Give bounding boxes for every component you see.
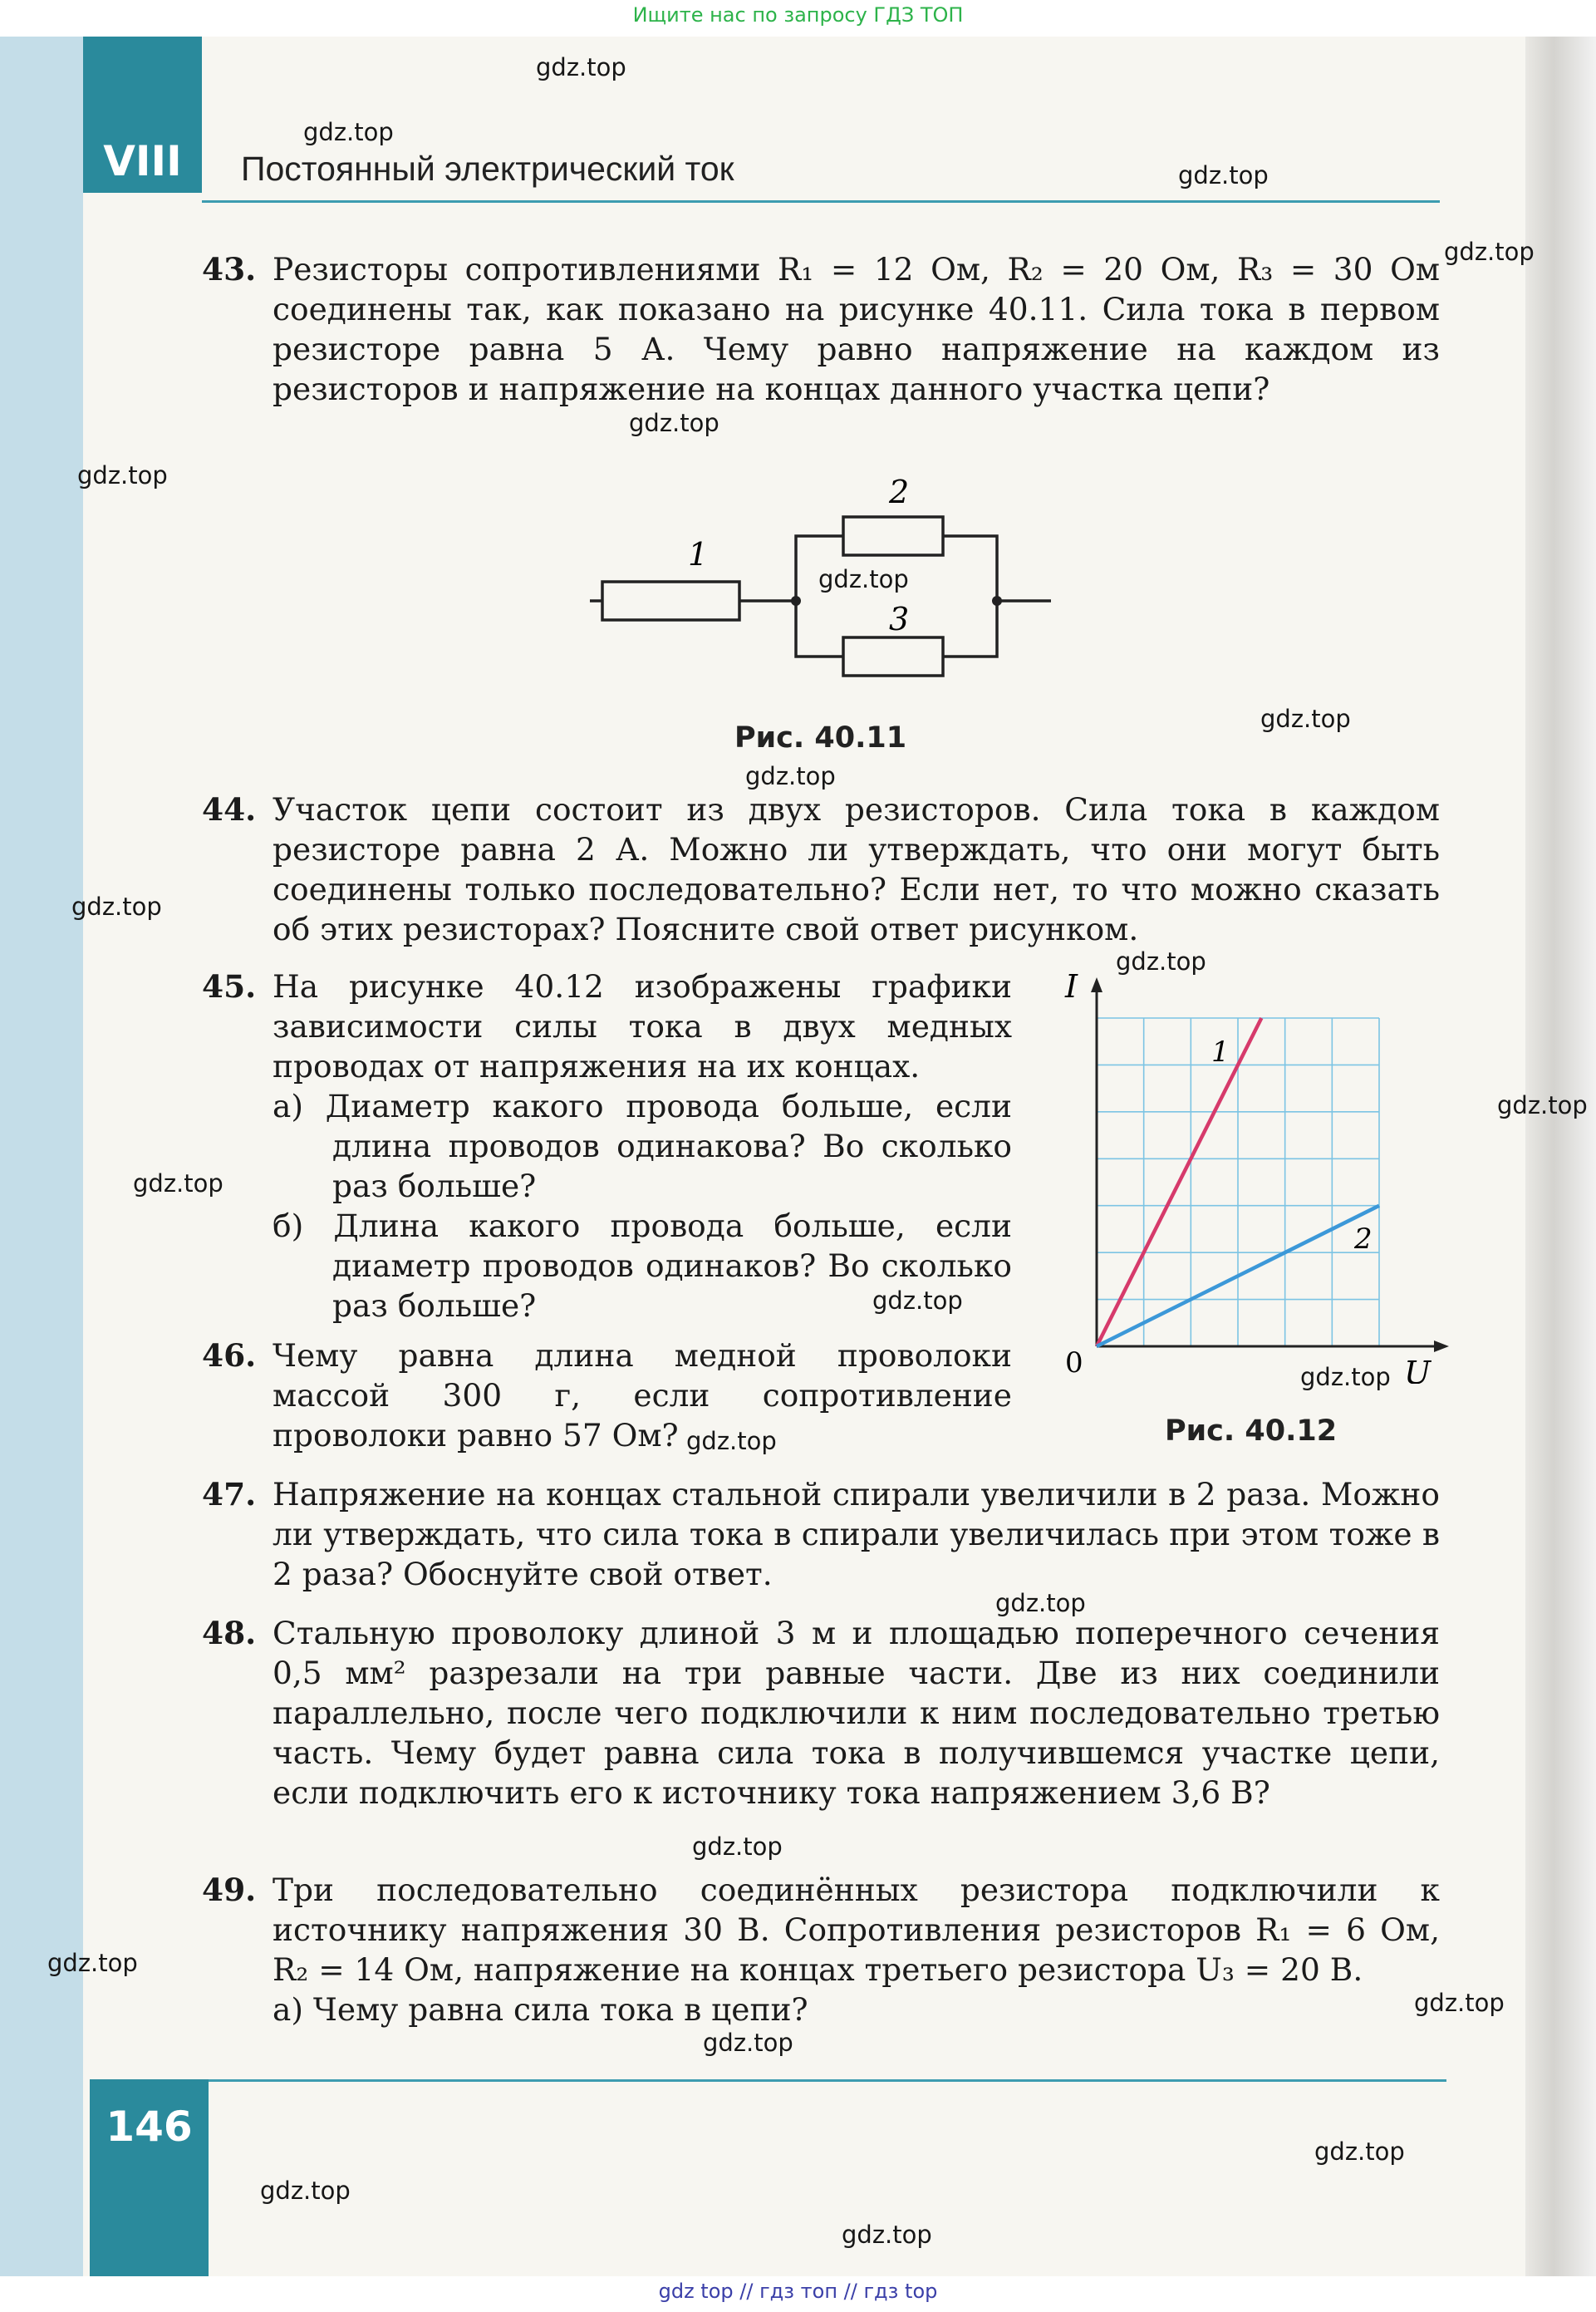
label-resistor-2: 2 bbox=[889, 474, 910, 510]
watermark: gdz.top bbox=[303, 118, 394, 146]
top-search-hint[interactable]: Ищите нас по запросу ГДЗ ТОП bbox=[632, 3, 964, 27]
figure-40-11-caption: Рис. 40.11 bbox=[734, 721, 907, 755]
node-left bbox=[791, 596, 801, 606]
page-number: 146 bbox=[106, 2103, 193, 2151]
problem-text: Стальную проволоку длиной 3 м и площадью поперечного сечения 0,5 мм² разрезали на три равные части. Две из них соединили параллельно, после чего подключили к ним последовательно третью часть. Чему будет равна сила тока в получившемся участке цепи, если подключить его к источнику тока напряжением 3,6 В? bbox=[273, 1615, 1440, 1811]
problem-text: Напряжение на концах стальной спирали увеличили в 2 раза. Можно ли утверждать, что сила тока в спирали увеличилась при этом тоже в 2 раза? Обоснуйте свой ответ. bbox=[273, 1476, 1440, 1592]
problem-text: На рисунке 40.12 изображены графики зависимости силы тока в двух медных проводах от напряжения на их концах. bbox=[273, 968, 1012, 1085]
watermark: gdz.top bbox=[133, 1169, 223, 1198]
problem-48 bbox=[202, 1613, 1440, 1813]
watermark: gdz.top bbox=[745, 762, 836, 790]
watermark: gdz.top bbox=[1414, 1989, 1505, 2017]
wire-bottom-right bbox=[943, 601, 997, 657]
resistor-1 bbox=[602, 582, 739, 620]
x-axis-label: U bbox=[1404, 1355, 1431, 1384]
label-resistor-3: 3 bbox=[889, 601, 910, 637]
watermark: gdz.top bbox=[818, 565, 909, 593]
watermark: gdz.top bbox=[1178, 161, 1269, 189]
watermark: gdz.top bbox=[995, 1589, 1086, 1617]
problem-text: Три последовательно соединённых резистора подключили к источнику напряжения 30 В. Сопротивления резисторов R₁ = 6 Ом, R₂ = 14 Ом, напряжение на концах третьего резистора U₃ = 20 В. bbox=[273, 1872, 1440, 1988]
label-resistor-1: 1 bbox=[688, 536, 709, 573]
resistor-3 bbox=[843, 637, 943, 676]
watermark: gdz.top bbox=[629, 409, 719, 437]
chapter-number: VIII bbox=[103, 137, 182, 185]
y-axis-label: I bbox=[1065, 968, 1078, 1005]
problem-44 bbox=[202, 790, 1440, 949]
wire-bottom-left bbox=[796, 601, 843, 657]
problem-text: Участок цепи состоит из двух резисторов. Сила тока в каждом резисторе равна 2 А. Можно ли утверждать, что они могут быть соединены только последовательно? Если нет, то что можно сказать об этих резисторах? Поясните свой ответ рисунком. bbox=[273, 791, 1440, 947]
line-2-label: 2 bbox=[1354, 1222, 1373, 1256]
watermark: gdz.top bbox=[77, 461, 168, 489]
margin-band bbox=[0, 37, 83, 2276]
bottom-site-links[interactable]: gdz top // гдз топ // гдз top bbox=[658, 2280, 938, 2303]
figure-40-12-caption: Рис. 40.12 bbox=[1165, 1414, 1338, 1448]
watermark: gdz.top bbox=[1444, 238, 1535, 266]
watermark: gdz.top bbox=[692, 1832, 783, 1861]
problem-number: 48. bbox=[202, 1615, 257, 1651]
problem-text: Чему равна длина медной проволоки массой 300 г, если сопротивление проволоки равно 57 Ом? bbox=[273, 1337, 1012, 1454]
watermark: gdz.top bbox=[1116, 947, 1206, 976]
problem-part-a: а) Чему равна сила тока в цепи? bbox=[273, 1991, 808, 2028]
problem-number: 46. bbox=[202, 1337, 257, 1374]
resistor-2 bbox=[843, 517, 943, 555]
watermark: gdz.top bbox=[686, 1427, 777, 1455]
watermark: gdz.top bbox=[842, 2221, 932, 2249]
series-line-1 bbox=[1097, 1018, 1261, 1346]
problem-part-a: а) Диаметр какого провода больше, если длина проводов одинакова? Во сколько раз больше? bbox=[273, 1088, 1012, 1204]
watermark: gdz.top bbox=[47, 1949, 138, 1977]
watermark: gdz.top bbox=[536, 53, 626, 81]
line-1-label: 1 bbox=[1211, 1035, 1230, 1069]
problem-number: 43. bbox=[202, 251, 257, 288]
problem-number: 47. bbox=[202, 1476, 257, 1513]
node-right bbox=[992, 596, 1002, 606]
problem-part-b: б) Длина какого провода больше, если диаметр проводов одинаков? Во сколько раз больше? bbox=[273, 1208, 1012, 1324]
current-voltage-chart bbox=[1047, 968, 1462, 1384]
footer-divider bbox=[209, 2079, 1446, 2082]
watermark: gdz.top bbox=[1314, 2137, 1405, 2166]
wire-top-right bbox=[943, 536, 997, 601]
problem-number: 44. bbox=[202, 791, 257, 828]
chart-axes bbox=[1091, 977, 1449, 1352]
watermark: gdz.top bbox=[872, 1286, 963, 1315]
problem-49 bbox=[202, 1870, 1440, 2029]
watermark: gdz.top bbox=[703, 2029, 793, 2057]
watermark: gdz.top bbox=[260, 2177, 351, 2205]
page-edge-shadow bbox=[1525, 37, 1596, 2276]
y-axis-arrow bbox=[1091, 977, 1102, 992]
watermark: gdz.top bbox=[1300, 1363, 1391, 1391]
problem-number: 49. bbox=[202, 1872, 257, 1908]
watermark: gdz.top bbox=[71, 893, 162, 921]
watermark: gdz.top bbox=[1260, 705, 1351, 733]
chapter-title: Постоянный электрический ток bbox=[241, 150, 734, 188]
problem-45 bbox=[202, 967, 1012, 1326]
problem-47 bbox=[202, 1474, 1440, 1594]
origin-label: 0 bbox=[1065, 1346, 1083, 1380]
header-divider bbox=[202, 200, 1440, 203]
watermark: gdz.top bbox=[1497, 1091, 1588, 1119]
x-axis-arrow bbox=[1434, 1340, 1449, 1352]
problem-46 bbox=[202, 1336, 1012, 1455]
problem-number: 45. bbox=[202, 968, 257, 1005]
problem-43 bbox=[202, 249, 1440, 409]
problem-text: Резисторы сопротивлениями R₁ = 12 Ом, R₂ = 20 Ом, R₃ = 30 Ом соединены так, как показано на рисунке 40.11. Сила тока в первом резисторе равна 5 А. Чему равно напряжение на каждом из резисторов и напряжение на концах данного участка цепи? bbox=[273, 251, 1440, 407]
